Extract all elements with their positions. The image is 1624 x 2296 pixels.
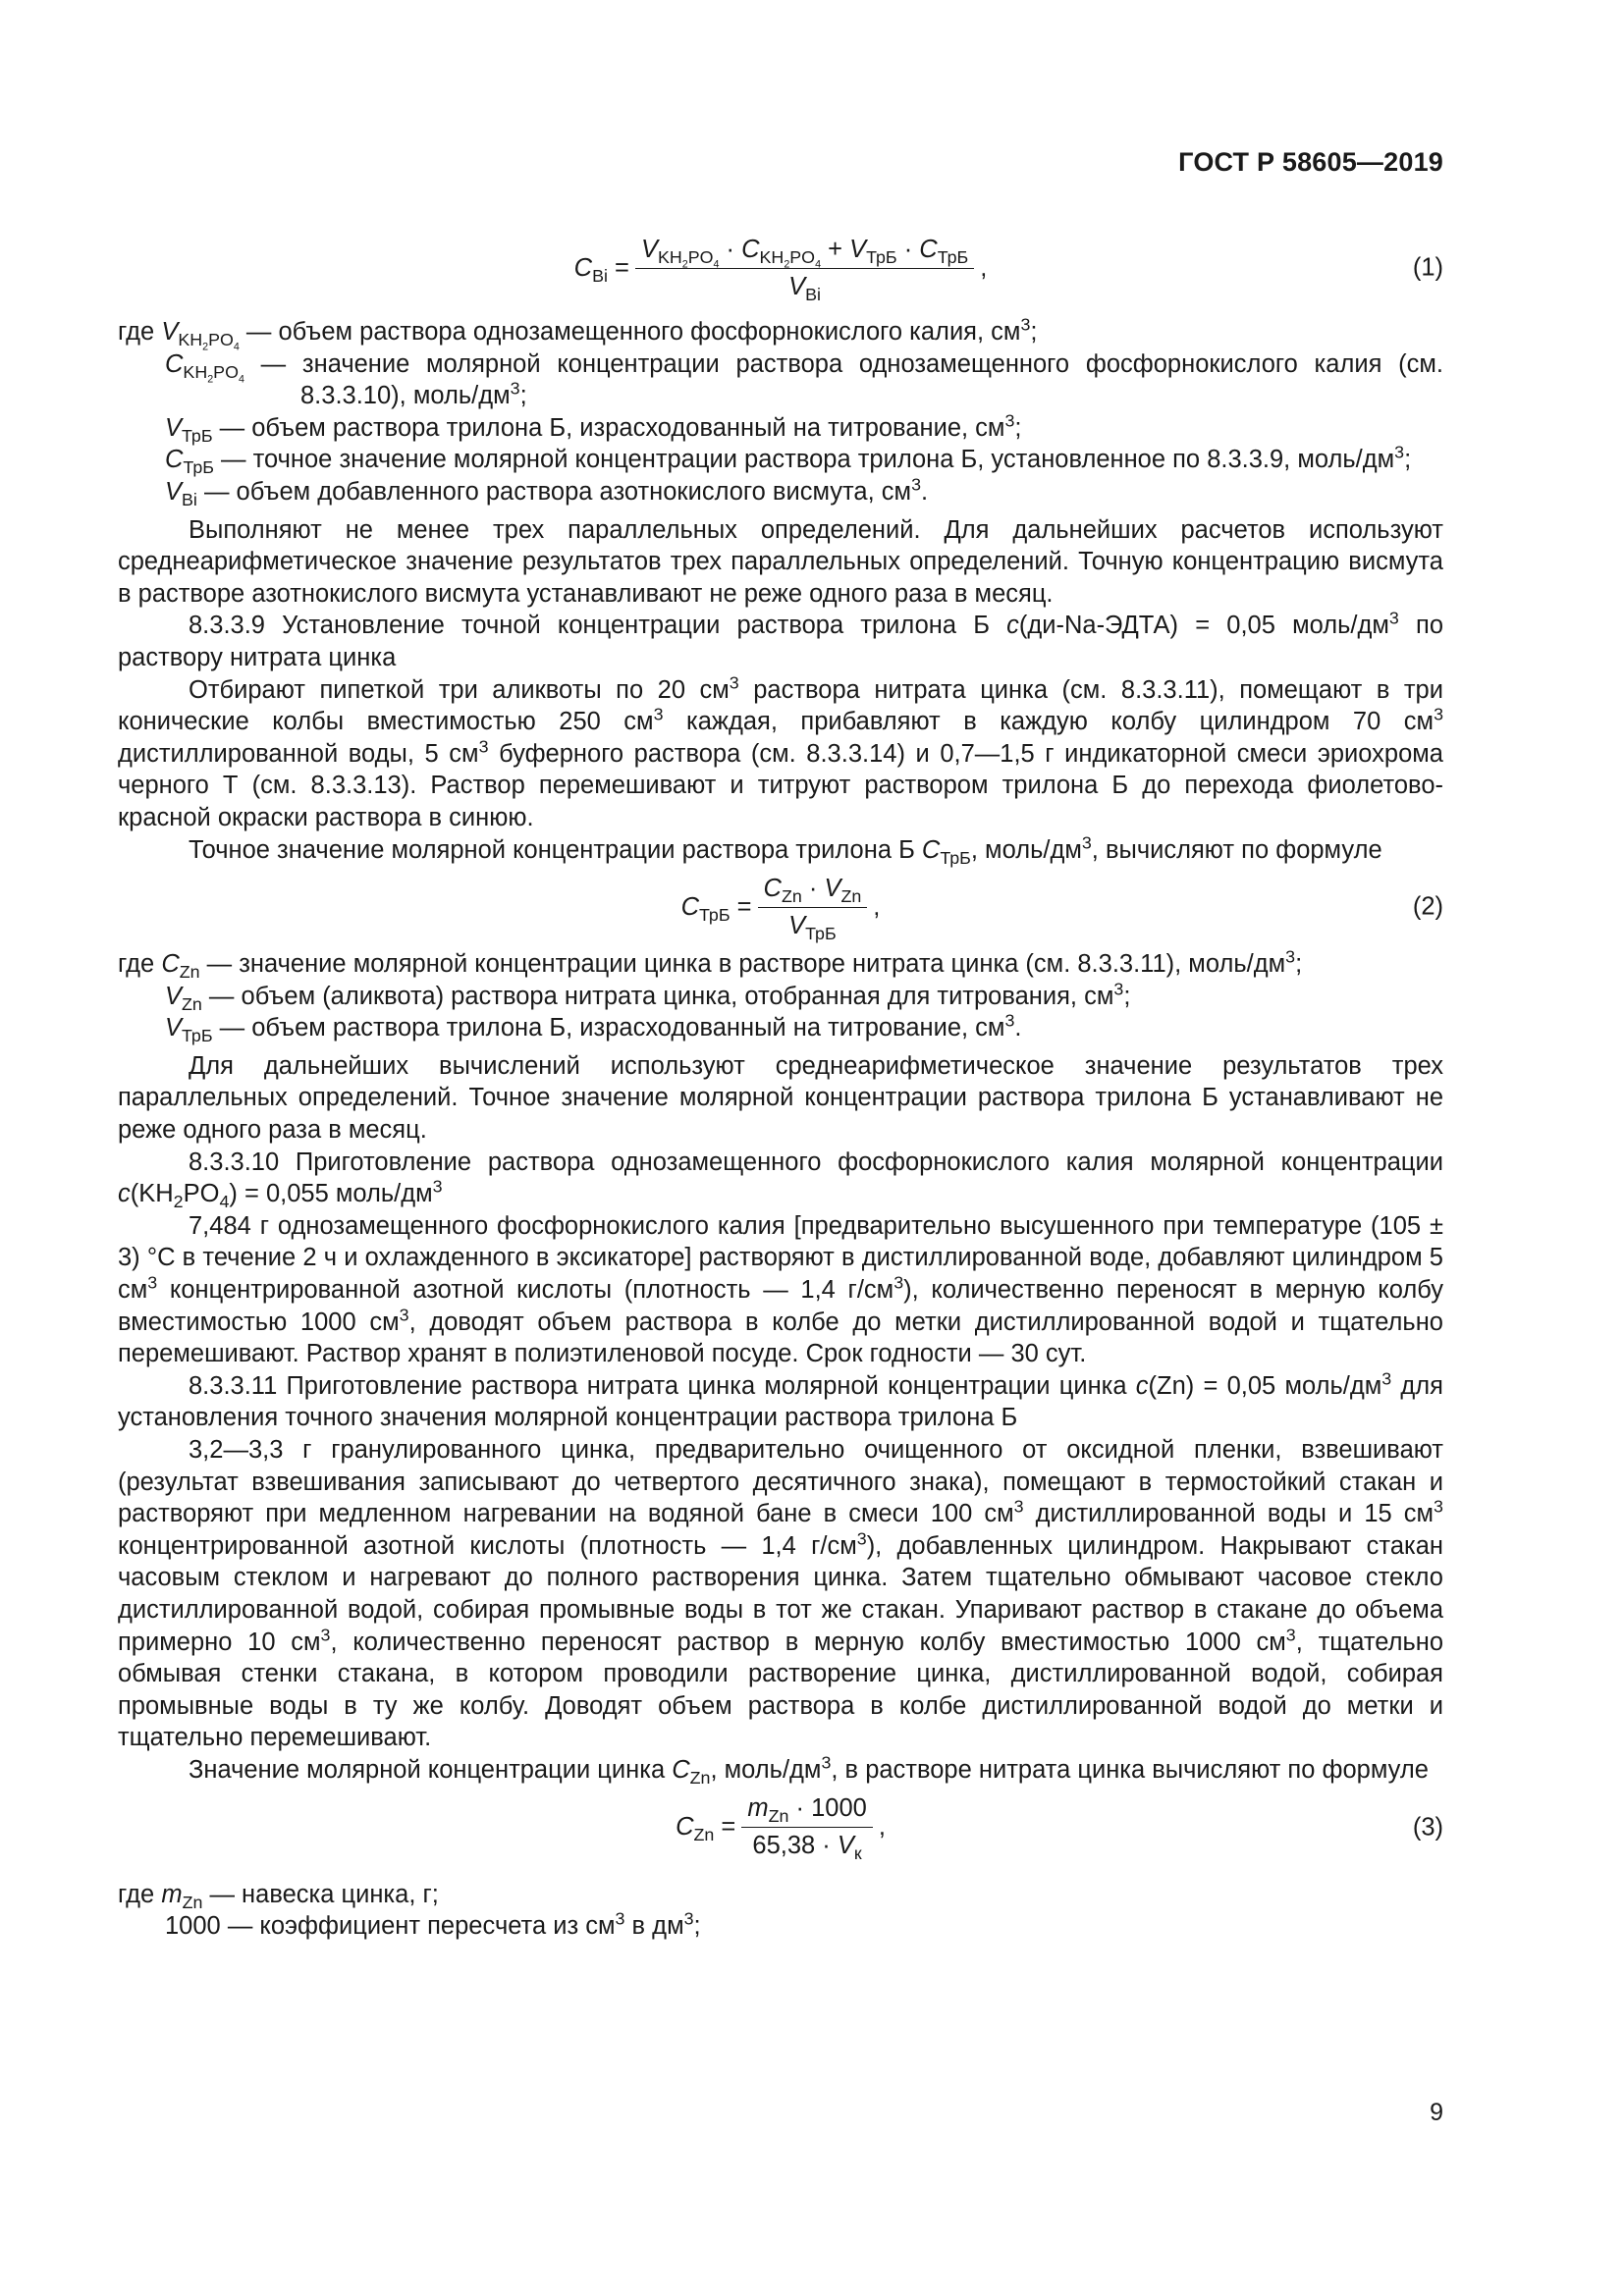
definition-item: $V_{ТрБ}$ — объем раствора трилона Б, израсходованный на титрование, $см^3$. [165,1010,1022,1046]
definition-item: где $C_{Zn}$ — значение молярной концентрации цинка в растворе нитрата цинка (см. 8.3.3.11), моль/$дм^3$; [118,946,1303,983]
formula-3-lhs: $C_{Zn}$ = [676,1813,736,1845]
formula-1-denominator: $V_{Bi}$ [788,272,822,304]
definition-item: $C_{KH_2PO_4}$ — значение молярной концентрации раствора однозамещенного фосфорнокислого калия (см. 8.3.3.10), моль/$дм^3$; [165,349,1443,410]
section-8-3-3-10-heading: 8.3.3.10 Приготовление раствора однозамещенного фосфорнокислого калия молярной концентрации $c(KH_2PO_4) = 0,055$ моль/$дм^3$ [118,1148,1443,1212]
definition-item: $C_{ТрБ}$ — точное значение молярной концентрации раствора трилона Б, установленное по 8.3.3.9, моль/$дм^3$; [165,442,1412,478]
formula-2: $C_{ТрБ}$ = $\frac{C_{Zn} \cdot V_{Zn}}{V_{ТрБ}}$ , (2) [680,875,1443,943]
formula-2-fraction [758,873,868,941]
formula-1-number: (1) [1412,253,1443,282]
page-content [118,226,1443,1943]
section-8-3-3-11-heading: 8.3.3.11 Приготовление раствора нитрата цинка молярной концентрации цинка c(Zn) = 0,05 моль/$дм^3$ для установления точного значения молярной концентрации раствора трилона Б [118,1368,1443,1432]
paragraph-aliquots: Отбирают пипеткой три аликвоты по 20 $см^3$ раствора нитрата цинка (см. 8.3.3.11), помещают в три конические колбы вместимостью 250 $см^3$ каждая, прибавляют в каждую колбу цилиндром 70 $см^3$ дистиллированной воды, 5 $см^3$ буферного раствора (см. 8.3.3.14) и 0,7—1,5 г индикаторной смеси эриохрома черного Т (см. 8.3.3.13). Раствор перемешивают и титруют раствором трилона Б до перехода фиолетово-красной окраски раствора в синюю. [118,672,1443,831]
definition-item: где $V_{KH_2PO_4}$ — объем раствора однозамещенного фосфорнокислого калия, $см^3$; [118,314,1038,353]
formula-3-definitions [118,1879,1443,1943]
section-8-3-3-9-heading: 8.3.3.9 Установление точной концентрации раствора трилона Б c(ди-Na-ЭДТА) = 0,05 моль/$дм^3$ по раствору нитрата цинка [118,608,1444,671]
formula-2-denominator: $V_{ТрБ}$ [788,911,837,943]
definition-item: где $m_{Zn}$ — навеска цинка, г; [118,1880,439,1912]
page-number: 9 [1430,2099,1443,2126]
paragraph-zinc-preparation: 3,2—3,3 г гранулированного цинка, предварительно очищенного от оксидной пленки, взвешивают (результат взвешивания записывают до четвертого десятичного знака), помещают в термостойкий стакан и растворяют при медленном нагревании на водяной бане в смеси 100 $см^3$ дистиллированной воды и 15 $см^3$ концентрированной азотной кислоты (плотность — 1,4 $г/см^3$), добавленных цилиндром. Накрывают стакан часовым стеклом и нагревают до полного растворения цинка. Затем тщательно обмывают часовое стекло дистиллированной водой, собирая промывные воды в тот же стакан. Упаривают раствор в стакане до объема примерно 10 $см^3$, количественно переносят раствор в мерную колбу вместимостью 1000 $см^3$, тщательно обмывая стенки стакана, в котором проводили растворение цинка, дистиллированной водой, собирая промывные воды в ту же колбу. Доводят объем раствора в колбе дистиллированной водой до метки и тщательно перемешивают. [118,1436,1444,1752]
formula-2-number: (2) [1412,892,1443,921]
definition-item: $V_{ТрБ}$ — объем раствора трилона Б, израсходованный на титрование, $см^3$; [165,410,1022,446]
formula-1: $C_{Bi}$ = $V_{KH_2PO_4} \cdot C_{KH_2PO_4} + V_{ТрБ} \cdot C_{ТрБ}$ $V_{Bi}$ , (1) [573,235,1443,304]
formula-3: $C_{Zn}$ = $\frac{m_{Zn} \cdot 1000}{65,38 \cdot V_к}$ , (3) [676,1794,1443,1864]
formula-1-fraction [635,234,974,302]
paragraph-formula-3-intro: Значение молярной концентрации цинка $C_{Zn}$, моль/$дм^3$, в растворе нитрата цинка вычисляют по формуле [189,1752,1429,1789]
formula-1-definitions [118,316,1443,508]
formula-1-numerator: $V_{KH_2PO_4} \cdot C_{KH_2PO_4} + V_{ТрБ} \cdot C_{ТрБ}$ [635,234,974,269]
definition-item: $V_{Zn}$ — объем (аликвота) раствора нитрата цинка, отобранная для титрования, $см^3$; [165,979,1131,1014]
formula-1-lhs: $C_{Bi}$ = [573,253,629,286]
formula-3-denominator: $65,38 \cdot V_к$ [752,1832,862,1864]
paragraph-parallel-determinations: Выполняют не менее трех параллельных определений. Для дальнейших расчетов используют среднеарифметическое значение результатов трех параллельных определений. Точную концентрацию висмута в растворе азотнокислого висмута устанавливают не реже одного раза в месяц. [118,515,1443,608]
standard-designation: ГОСТ Р 58605—2019 [1178,147,1443,177]
paragraph-further-calculations: Для дальнейших вычислений используют среднеарифметическое значение результатов трех параллельных определений. Точное значение молярной концентрации раствора трилона Б устанавливают не реже одного раза в месяц. [118,1051,1443,1145]
formula-3-fraction [741,1792,872,1864]
formula-3-number: (3) [1412,1813,1443,1842]
definition-item: $V_{Bi}$ — объем добавленного раствора азотнокислого висмута, $см^3$. [165,474,929,510]
formula-2-lhs: $C_{ТрБ}$ = [680,892,752,925]
formula-2-numerator: $C_{Zn} \cdot V_{Zn}$ [758,873,868,908]
definition-item: 1000 — коэффициент пересчета из $см^3$ в $дм^3$; [165,1908,701,1941]
paragraph-formula-2-intro: Точное значение молярной концентрации раствора трилона Б $C_{ТрБ}$, моль/$дм^3$, вычисляют по формуле [189,832,1382,868]
paragraph-phosphate-preparation: 7,484 г однозамещенного фосфорнокислого калия [предварительно высушенного при температуре (105 ± 3) °С в течение 2 ч и охлажденного в эксикаторе] растворяют в дистиллированной воде, добавляют цилиндром 5 $см^3$ концентрированной азотной кислоты (плотность — 1,4 $г/см^3$), количественно переносят в мерную колбу вместимостью 1000 $см^3$, доводят объем раствора в колбе до метки дистиллированной водой и тщательно перемешивают. Раствор хранят в полиэтиленовой посуде. Срок годности — 30 сут. [118,1211,1443,1368]
formula-2-definitions [118,948,1443,1044]
formula-3-numerator: $m_{Zn} \cdot 1000$ [741,1792,872,1828]
